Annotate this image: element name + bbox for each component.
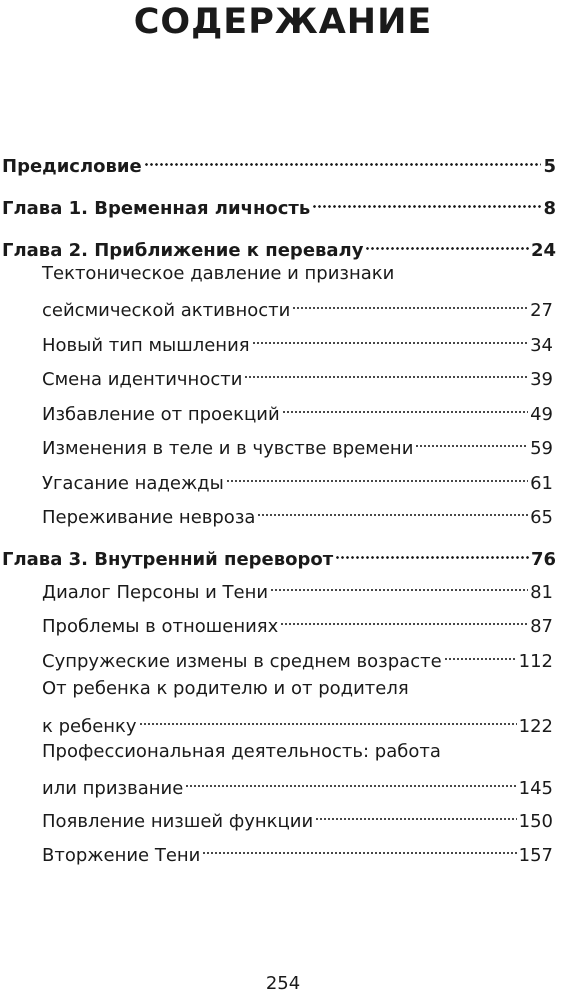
dot-leader (444, 637, 517, 667)
entry-page: 59 (530, 438, 553, 459)
dot-leader (292, 286, 528, 316)
entry-page: 81 (530, 582, 553, 603)
dot-leader (257, 493, 528, 523)
toc-entry-shadow-invasion[interactable] (0, 831, 566, 866)
dot-leader (312, 184, 541, 214)
entry-page: 87 (530, 616, 553, 637)
entry-title-first-line: Тектоническое давление и признаки (42, 263, 395, 284)
entry-page: 27 (530, 300, 553, 321)
entry-page: 61 (530, 473, 553, 494)
entry-page: 34 (530, 335, 553, 356)
entry-title: Угасание надежды (42, 473, 224, 494)
page-title: СОДЕРЖАНИЕ (133, 2, 433, 42)
entry-title: сейсмической активности (42, 300, 291, 321)
toc-entry-preface[interactable] (0, 142, 566, 177)
entry-title: Предисловие (2, 156, 142, 177)
entry-page: 65 (530, 507, 553, 528)
entry-page: 39 (530, 369, 553, 390)
entry-title: Вторжение Тени (42, 845, 201, 866)
entry-title: Изменения в теле и в чувстве времени (42, 438, 414, 459)
toc-entry-chapter-3[interactable] (0, 535, 566, 570)
entry-page: 122 (518, 716, 553, 737)
toc-entry-new-thinking[interactable] (0, 321, 566, 356)
toc-entry-body-time[interactable] (0, 424, 566, 459)
entry-title-first-line: Профессиональная деятельность: работа (42, 741, 441, 762)
entry-title: Глава 1. Временная личность (2, 198, 311, 219)
dot-leader (202, 831, 516, 861)
entry-title: или призвание (42, 778, 184, 799)
toc-entry-child-parent[interactable] (0, 702, 566, 737)
dot-leader (244, 355, 528, 385)
toc-entry-relationships[interactable] (0, 602, 566, 637)
dot-leader (270, 568, 528, 598)
entry-title: Новый тип мышления (42, 335, 250, 356)
dot-leader (315, 797, 516, 827)
dot-leader (365, 226, 528, 256)
dot-leader (280, 602, 528, 632)
toc-entry-projections[interactable] (0, 390, 566, 425)
toc-entry-fading-hope[interactable] (0, 459, 566, 494)
entry-page: 49 (530, 404, 553, 425)
dot-leader (252, 321, 528, 351)
entry-page: 145 (518, 778, 553, 799)
entry-title: Глава 3. Внутренний переворот (2, 549, 334, 570)
entry-title: Диалог Персоны и Тени (42, 582, 269, 603)
dot-leader (139, 702, 517, 732)
dot-leader (282, 390, 528, 420)
dot-leader (335, 535, 529, 565)
toc-entry-persona-shadow[interactable] (0, 568, 566, 603)
entry-title: Переживание невроза (42, 507, 256, 528)
entry-title: Избавление от проекций (42, 404, 280, 425)
dot-leader (226, 459, 528, 489)
toc-entry-inferior-function[interactable] (0, 797, 566, 832)
entry-title: Супружеские измены в среднем возрасте (42, 651, 442, 672)
toc-entry-tectonic-pressure[interactable] (0, 286, 566, 321)
toc-entry-neurosis[interactable] (0, 493, 566, 528)
toc-entry-profession[interactable] (0, 764, 566, 799)
entry-title: Смена идентичности (42, 369, 243, 390)
entry-page: 24 (530, 240, 556, 261)
page-number: 254 (265, 973, 301, 994)
entry-page: 157 (518, 845, 553, 866)
entry-title-first-line: От ребенка к родителю и от родителя (42, 678, 409, 699)
dot-leader (144, 142, 542, 172)
entry-page: 150 (518, 811, 553, 832)
toc-entry-identity-change[interactable] (0, 355, 566, 390)
entry-page: 112 (518, 651, 553, 672)
dot-leader (185, 764, 516, 794)
toc-entry-chapter-1[interactable] (0, 184, 566, 219)
toc-entry-chapter-2[interactable] (0, 226, 566, 261)
entry-page: 8 (543, 198, 556, 219)
entry-title: к ребенку (42, 716, 137, 737)
entry-title: Проблемы в отношениях (42, 616, 279, 637)
entry-title: Появление низшей функции (42, 811, 314, 832)
dot-leader (415, 424, 528, 454)
entry-title: Глава 2. Приближение к перевалу (2, 240, 364, 261)
entry-page: 5 (543, 156, 556, 177)
toc-entry-infidelity[interactable] (0, 637, 566, 672)
entry-page: 76 (530, 549, 556, 570)
